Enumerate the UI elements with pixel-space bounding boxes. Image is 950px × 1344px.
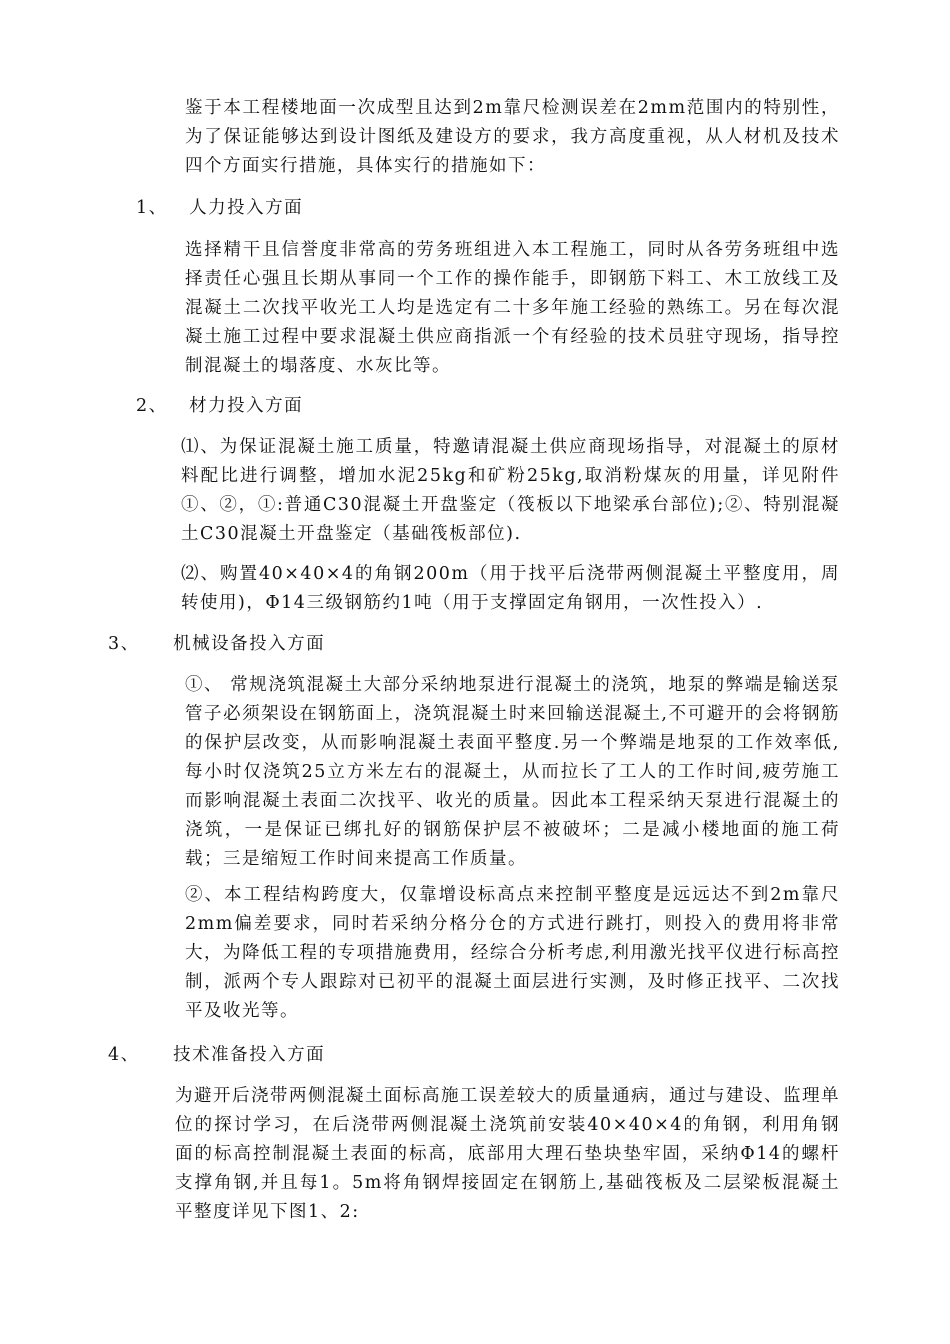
section-3-title: 机械设备投入方面 — [173, 634, 326, 654]
section-1-title: 人力投入方面 — [189, 198, 304, 218]
section-2-paragraph-1: ⑴、为保证混凝土施工质量，特邀请混凝土供应商现场指导，对混凝土的原材料配比进行调整，增加水泥25kg和矿粉25kg,取消粉煤灰的用量，详见附件①、②，①:普通C30混凝土开盘鉴定（筏板以下地梁承台部位);②、特别混凝土C30混凝土开盘鉴定（基础筏板部位). — [181, 437, 840, 544]
section-4-title: 技术准备投入方面 — [173, 1045, 326, 1065]
section-1-paragraph-1: 选择精干且信誉度非常高的劳务班组进入本工程施工，同时从各劳务班组中选择责任心强且长期从事同一个工作的操作能手，即钢筋下料工、木工放线工及混凝土二次找平收光工人均是选定有二十多年施工经验的熟练工。另在每次混凝土施工过程中要求混凝土供应商指派一个有经验的技术员驻守现场，指导控制混凝土的塌落度、水灰比等。 — [185, 240, 840, 376]
section-2-number: 2、 — [136, 396, 168, 416]
section-3-paragraph-2: ②、本工程结构跨度大，仅靠增设标高点来控制平整度是远远达不到2m靠尺2mm偏差要求，同时若采纳分格分仓的方式进行跳打，则投入的费用将非常大，为降低工程的专项措施费用，经综合分析考虑,利用激光找平仪进行标高控制，派两个专人跟踪对已初平的混凝土面层进行实测，及时修正找平、二次找平及收光等。 — [185, 885, 840, 1021]
intro-paragraph: 鉴于本工程楼地面一次成型且达到2m靠尺检测误差在2mm范围内的特别性，为了保证能够达到设计图纸及建设方的要求，我方高度重视，从人材机及技术四个方面实行措施，具体实行的措施如下： — [185, 98, 840, 176]
section-2-paragraph-2: ⑵、购置40×40×4的角钢200m（用于找平后浇带两侧混凝土平整度用，周转使用)，Φ14三级钢筋约1吨（用于支撑固定角钢用，一次性投入）. — [181, 564, 840, 613]
section-4-number: 4、 — [108, 1045, 140, 1065]
section-1-number: 1、 — [136, 198, 168, 218]
section-1-heading — [136, 194, 303, 223]
section-3-paragraph-1: ①、 常规浇筑混凝土大部分采纳地泵进行混凝土的浇筑，地泵的弊端是输送泵管子必须架设在钢筋面上，浇筑混凝土时来回输送混凝土,不可避开的会将钢筋的保护层改变，从而影响混凝土表面平整度.另一个弊端是地泵的工作效率低,每小时仅浇筑25立方米左右的混凝土，从而拉长了工人的工作时间,疲劳施工而影响混凝土表面二次找平、收光的质量。因此本工程采纳天泵进行混凝土的浇筑，一是保证已绑扎好的钢筋保护层不被破坏；二是减小楼地面的施工荷载；三是缩短工作时间来提高工作质量。 — [185, 675, 840, 869]
section-3-number: 3、 — [108, 634, 140, 654]
section-4-paragraph-1: 为避开后浇带两侧混凝土面标高施工误差较大的质量通病，通过与建设、监理单位的探讨学习，在后浇带两侧混凝土浇筑前安装40×40×4的角钢，利用角钢面的标高控制混凝土表面的标高，底部用大理石垫块垫牢固，采纳Φ14的螺杆支撑角钢,并且每1。5m将角钢焊接固定在钢筋上,基础筏板及二层梁板混凝土平整度详见下图1、2: — [175, 1086, 840, 1222]
section-2-title: 材力投入方面 — [189, 396, 304, 416]
section-2-heading — [136, 392, 303, 421]
section-4-heading — [108, 1041, 325, 1070]
section-3-heading — [108, 630, 325, 659]
